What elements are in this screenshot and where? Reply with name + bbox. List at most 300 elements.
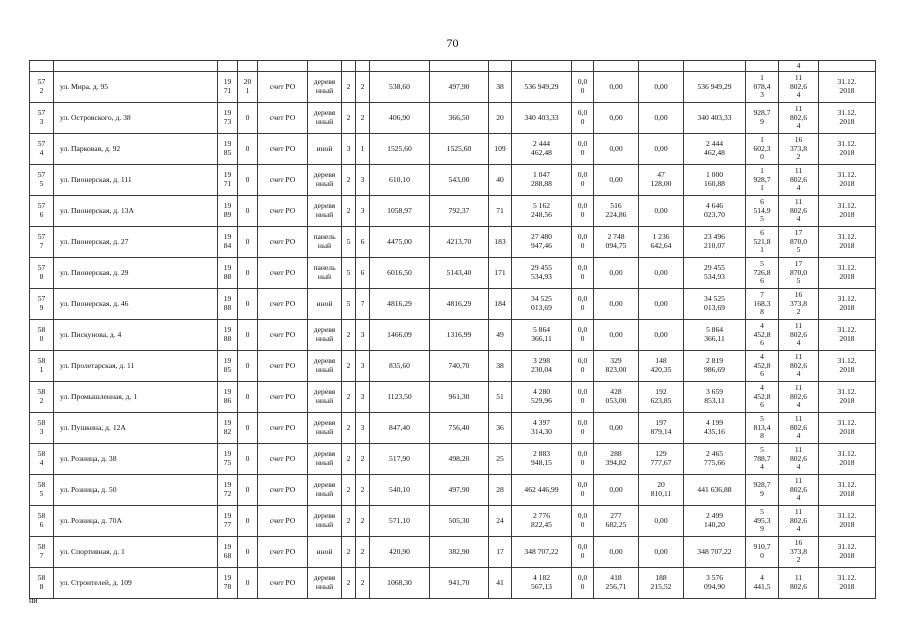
entrances-cell: 2: [356, 537, 370, 568]
year-built-cell: 19 85: [218, 351, 238, 382]
entrances-cell: 1: [356, 134, 370, 165]
cost-owners-cell: 5 864 366,11: [684, 320, 746, 351]
fund-type-cell: счет РО: [258, 568, 308, 599]
fund-type-cell: счет РО: [258, 444, 308, 475]
floors-cell: 5: [342, 227, 356, 258]
cost-fund-cell: 0,0 0: [572, 351, 594, 382]
cost-owners-cell: 3 576 094,90: [684, 568, 746, 599]
total-area-cell: 1466,09: [370, 320, 430, 351]
unit-cost-cell: 928,7 9: [746, 103, 779, 134]
floors-cell: 2: [342, 103, 356, 134]
deadline-cell: 31.12. 2018: [819, 165, 876, 196]
fund-type-cell: счет РО: [258, 103, 308, 134]
year-overhaul-cell: 0: [238, 413, 258, 444]
year-overhaul-cell: 0: [238, 103, 258, 134]
fund-type-cell: счет РО: [258, 289, 308, 320]
entrances-cell: 3: [356, 165, 370, 196]
total-area-cell: 1058,97: [370, 196, 430, 227]
year-built-cell: 19 84: [218, 227, 238, 258]
unit-cost-cell: 4 441,5: [746, 568, 779, 599]
address-cell: ул. Пионерская, д. 27: [54, 227, 218, 258]
cost-fund-cell: 0,0 0: [572, 227, 594, 258]
address-cell: ул. Розница, д. 38: [54, 444, 218, 475]
floors-cell: 2: [342, 320, 356, 351]
wall-material-cell: деревя нный: [308, 196, 342, 227]
fund-type-cell: счет РО: [258, 413, 308, 444]
wall-material-cell: деревя нный: [308, 351, 342, 382]
cost-owners-cell: 348 707,22: [684, 537, 746, 568]
total-cost-cell: 2 883 948,15: [512, 444, 572, 475]
residential-area-cell: 792,37: [430, 196, 489, 227]
residential-area-cell: 498,20: [430, 444, 489, 475]
address-cell: ул. Островского, д. 38: [54, 103, 218, 134]
year-built-cell: 19 71: [218, 72, 238, 103]
total-cost-cell: 348 707,22: [512, 537, 572, 568]
entrances-cell: 2: [356, 444, 370, 475]
cost-limit-cell: 11 802,6 4: [779, 444, 819, 475]
residents-cell: 38: [489, 351, 512, 382]
year-overhaul-cell: 0: [238, 320, 258, 351]
cost-limit-cell: 11 802,6: [779, 568, 819, 599]
year-overhaul-cell: 0: [238, 227, 258, 258]
address-cell: ул. Промышленная, д. 1: [54, 382, 218, 413]
unit-cost-cell: 6 521,8 1: [746, 227, 779, 258]
address-cell: ул. Парковая, д. 92: [54, 134, 218, 165]
residents-cell: 24: [489, 506, 512, 537]
residents-cell: 17: [489, 537, 512, 568]
floors-cell: 2: [342, 568, 356, 599]
total-cost-cell: 4 182 567,13: [512, 568, 572, 599]
residents-cell: 25: [489, 444, 512, 475]
cost-region-cell: 0,00: [594, 258, 639, 289]
total-area-cell: 610,10: [370, 165, 430, 196]
cost-owners-cell: 3 659 853,11: [684, 382, 746, 413]
row-number-cell: 57 4: [30, 134, 54, 165]
total-cost-cell: 2 776 822,45: [512, 506, 572, 537]
cost-region-cell: 2 748 094,75: [594, 227, 639, 258]
address-cell: ул. Розница, д. 50: [54, 475, 218, 506]
year-built-cell: 19 89: [218, 196, 238, 227]
cost-region-cell: 0,00: [594, 289, 639, 320]
row-number-cell: 57 7: [30, 227, 54, 258]
year-overhaul-cell: 0: [238, 289, 258, 320]
residential-area-cell: 941,70: [430, 568, 489, 599]
row-number-cell: 58 6: [30, 506, 54, 537]
wall-material-cell: деревя нный: [308, 413, 342, 444]
cost-limit-cell: 11 802,6 4: [779, 103, 819, 134]
total-cost-cell: 2 444 462,48: [512, 134, 572, 165]
cost-limit-cell: 11 802,6 4: [779, 506, 819, 537]
year-overhaul-cell: 20 1: [238, 72, 258, 103]
cost-region-cell: 428 053,00: [594, 382, 639, 413]
year-overhaul-cell: 0: [238, 351, 258, 382]
cost-limit-cell: 11 802,6 4: [779, 351, 819, 382]
year-overhaul-cell: 0: [238, 568, 258, 599]
floors-cell: 2: [342, 196, 356, 227]
cost-region-cell: 516 224,86: [594, 196, 639, 227]
entrances-cell: 6: [356, 227, 370, 258]
wall-material-cell: деревя нный: [308, 165, 342, 196]
cost-fund-cell: 0,0 0: [572, 568, 594, 599]
total-area-cell: 1525,60: [370, 134, 430, 165]
cost-region-cell: 277 682,25: [594, 506, 639, 537]
residential-area-cell: 543,00: [430, 165, 489, 196]
total-cost-cell: 27 480 947,46: [512, 227, 572, 258]
table-row: [30, 320, 876, 351]
year-overhaul-cell: 0: [238, 196, 258, 227]
residents-cell: 184: [489, 289, 512, 320]
row-number-cell: 58 5: [30, 475, 54, 506]
row-number-cell: 58 4: [30, 444, 54, 475]
table-row: [30, 537, 876, 568]
table-row: [30, 72, 876, 103]
cost-fund-cell: 0,0 0: [572, 72, 594, 103]
cost-region-cell: 0,00: [594, 413, 639, 444]
continuation-cell: 4: [779, 61, 819, 72]
cost-region-cell: 288 394,82: [594, 444, 639, 475]
entrances-cell: 2: [356, 475, 370, 506]
fund-type-cell: счет РО: [258, 320, 308, 351]
year-built-cell: 19 72: [218, 475, 238, 506]
unit-cost-cell: 5 788,7 4: [746, 444, 779, 475]
deadline-cell: 31.12. 2018: [819, 258, 876, 289]
cost-fund-cell: 0,0 0: [572, 258, 594, 289]
residents-cell: 109: [489, 134, 512, 165]
year-built-cell: 19 78: [218, 568, 238, 599]
unit-cost-cell: 4 452,8 6: [746, 351, 779, 382]
wall-material-cell: иной: [308, 134, 342, 165]
residential-area-cell: 366,50: [430, 103, 489, 134]
cost-local-cell: 129 777,67: [639, 444, 684, 475]
cost-limit-cell: 16 373,8 2: [779, 537, 819, 568]
fund-type-cell: счет РО: [258, 351, 308, 382]
deadline-cell: 31.12. 2018: [819, 289, 876, 320]
housing-repair-table: [29, 60, 876, 599]
wall-material-cell: иной: [308, 289, 342, 320]
cost-fund-cell: 0,0 0: [572, 196, 594, 227]
residential-area-cell: 1316,99: [430, 320, 489, 351]
address-cell: ул. Пушкина, д. 12А: [54, 413, 218, 444]
cost-local-cell: 0,00: [639, 103, 684, 134]
cost-local-cell: 0,00: [639, 72, 684, 103]
deadline-cell: 31.12. 2018: [819, 227, 876, 258]
year-built-cell: 19 86: [218, 382, 238, 413]
floors-cell: 2: [342, 506, 356, 537]
total-cost-cell: 3 298 230,04: [512, 351, 572, 382]
entrances-cell: 3: [356, 413, 370, 444]
residential-area-cell: 961,30: [430, 382, 489, 413]
wall-material-cell: деревя нный: [308, 506, 342, 537]
fund-type-cell: счет РО: [258, 537, 308, 568]
cost-region-cell: 0,00: [594, 103, 639, 134]
cost-region-cell: 0,00: [594, 475, 639, 506]
cost-local-cell: 0,00: [639, 258, 684, 289]
total-area-cell: 538,60: [370, 72, 430, 103]
residential-area-cell: 505,30: [430, 506, 489, 537]
cost-fund-cell: 0,0 0: [572, 289, 594, 320]
table-row: [30, 382, 876, 413]
fund-type-cell: счет РО: [258, 134, 308, 165]
deadline-cell: 31.12. 2018: [819, 444, 876, 475]
cost-owners-cell: 441 636,88: [684, 475, 746, 506]
cost-limit-cell: 11 802,6 4: [779, 382, 819, 413]
cost-region-cell: 0,00: [594, 320, 639, 351]
cost-local-cell: 1 236 642,64: [639, 227, 684, 258]
cost-region-cell: 0,00: [594, 537, 639, 568]
row-number-cell: 58 8: [30, 568, 54, 599]
floors-cell: 2: [342, 165, 356, 196]
row-number-cell: 58 7: [30, 537, 54, 568]
residential-area-cell: 740,70: [430, 351, 489, 382]
year-built-cell: 19 88: [218, 320, 238, 351]
year-built-cell: 19 88: [218, 258, 238, 289]
table-continuation-row: [30, 61, 876, 72]
wall-material-cell: деревя нный: [308, 475, 342, 506]
cost-region-cell: 0,00: [594, 134, 639, 165]
unit-cost-cell: 7 168,3 8: [746, 289, 779, 320]
cost-local-cell: 0,00: [639, 537, 684, 568]
residents-cell: 40: [489, 165, 512, 196]
total-area-cell: 1068,30: [370, 568, 430, 599]
year-overhaul-cell: 0: [238, 382, 258, 413]
unit-cost-cell: 5 726,8 6: [746, 258, 779, 289]
deadline-cell: 31.12. 2018: [819, 72, 876, 103]
table-row: [30, 475, 876, 506]
table-row: [30, 258, 876, 289]
cost-owners-cell: 2 465 775,66: [684, 444, 746, 475]
deadline-cell: 31.12. 2018: [819, 537, 876, 568]
row-number-cell: 58 3: [30, 413, 54, 444]
cost-fund-cell: 0,0 0: [572, 320, 594, 351]
address-cell: ул. Пионерская, д. 111: [54, 165, 218, 196]
cost-limit-cell: 16 373,8 2: [779, 134, 819, 165]
unit-cost-cell: 4 452,8 6: [746, 382, 779, 413]
residents-cell: 36: [489, 413, 512, 444]
table-row: [30, 506, 876, 537]
deadline-cell: 31.12. 2018: [819, 506, 876, 537]
cost-owners-cell: 4 646 023,70: [684, 196, 746, 227]
cost-fund-cell: 0,0 0: [572, 444, 594, 475]
entrances-cell: 3: [356, 382, 370, 413]
table-row: [30, 103, 876, 134]
cost-local-cell: 0,00: [639, 320, 684, 351]
table-row: [30, 165, 876, 196]
total-cost-cell: 462 446,99: [512, 475, 572, 506]
floors-cell: 5: [342, 289, 356, 320]
unit-cost-cell: 6 514,9 5: [746, 196, 779, 227]
cost-local-cell: 47 128,00: [639, 165, 684, 196]
table-row: [30, 134, 876, 165]
cost-local-cell: 197 879,14: [639, 413, 684, 444]
address-cell: ул. Пионерская, д. 46: [54, 289, 218, 320]
total-cost-cell: 4 280 529,96: [512, 382, 572, 413]
residents-cell: 38: [489, 72, 512, 103]
total-area-cell: 540,10: [370, 475, 430, 506]
total-cost-cell: 29 455 534,93: [512, 258, 572, 289]
cost-fund-cell: 0,0 0: [572, 475, 594, 506]
cost-owners-cell: 536 949,29: [684, 72, 746, 103]
wall-material-cell: деревя нный: [308, 444, 342, 475]
cost-owners-cell: 4 199 435,16: [684, 413, 746, 444]
entrances-cell: 7: [356, 289, 370, 320]
unit-cost-cell: 1 078,4 3: [746, 72, 779, 103]
residents-cell: 41: [489, 568, 512, 599]
deadline-cell: 31.12. 2018: [819, 568, 876, 599]
wall-material-cell: деревя нный: [308, 72, 342, 103]
cost-region-cell: 0,00: [594, 165, 639, 196]
fund-type-cell: счет РО: [258, 258, 308, 289]
total-area-cell: 571,10: [370, 506, 430, 537]
entrances-cell: 3: [356, 320, 370, 351]
address-cell: ул. Пионерская, д. 29: [54, 258, 218, 289]
cost-owners-cell: 2 819 986,69: [684, 351, 746, 382]
residential-area-cell: 382,90: [430, 537, 489, 568]
floors-cell: 3: [342, 134, 356, 165]
cost-owners-cell: 29 455 534,93: [684, 258, 746, 289]
entrances-cell: 2: [356, 506, 370, 537]
entrances-cell: 2: [356, 103, 370, 134]
residents-cell: 51: [489, 382, 512, 413]
address-cell: ул. Розница, д. 70А: [54, 506, 218, 537]
residential-area-cell: 4213,70: [430, 227, 489, 258]
year-built-cell: 19 88: [218, 289, 238, 320]
row-number-cell: 57 6: [30, 196, 54, 227]
entrances-cell: 3: [356, 351, 370, 382]
year-built-cell: 19 77: [218, 506, 238, 537]
row-number-cell: 57 9: [30, 289, 54, 320]
floors-cell: 2: [342, 444, 356, 475]
table-row: [30, 196, 876, 227]
unit-cost-cell: 910,7 0: [746, 537, 779, 568]
floors-cell: 5: [342, 258, 356, 289]
cost-fund-cell: 0,0 0: [572, 103, 594, 134]
year-overhaul-cell: 0: [238, 444, 258, 475]
cost-limit-cell: 16 373,8 2: [779, 289, 819, 320]
wall-material-cell: иной: [308, 537, 342, 568]
residential-area-cell: 497,90: [430, 72, 489, 103]
table-row: [30, 568, 876, 599]
entrances-cell: 3: [356, 196, 370, 227]
housing-table-container: [29, 60, 875, 599]
total-area-cell: 4475,00: [370, 227, 430, 258]
wall-material-cell: деревя нный: [308, 320, 342, 351]
residents-cell: 49: [489, 320, 512, 351]
residential-area-cell: 5143,40: [430, 258, 489, 289]
total-cost-cell: 4 397 314,30: [512, 413, 572, 444]
fund-type-cell: счет РО: [258, 165, 308, 196]
year-built-cell: 19 73: [218, 103, 238, 134]
wall-material-cell: деревя нный: [308, 103, 342, 134]
row-number-cell: 57 2: [30, 72, 54, 103]
floors-cell: 2: [342, 382, 356, 413]
cost-limit-cell: 17 870,0 5: [779, 258, 819, 289]
total-cost-cell: 1 047 288,88: [512, 165, 572, 196]
total-cost-cell: 536 949,29: [512, 72, 572, 103]
total-area-cell: 420,90: [370, 537, 430, 568]
year-overhaul-cell: 0: [238, 165, 258, 196]
row-number-cell: 58 0: [30, 320, 54, 351]
deadline-cell: 31.12. 2018: [819, 413, 876, 444]
cost-owners-cell: 2 444 462,48: [684, 134, 746, 165]
cost-fund-cell: 0,0 0: [572, 413, 594, 444]
residential-area-cell: 497,90: [430, 475, 489, 506]
unit-cost-cell: 928,7 9: [746, 475, 779, 506]
fund-type-cell: счет РО: [258, 506, 308, 537]
cost-owners-cell: 2 499 140,20: [684, 506, 746, 537]
total-area-cell: 406,90: [370, 103, 430, 134]
fund-type-cell: счет РО: [258, 72, 308, 103]
cost-local-cell: 0,00: [639, 289, 684, 320]
fund-type-cell: счет РО: [258, 382, 308, 413]
table-row: [30, 289, 876, 320]
wall-material-cell: панель ный: [308, 227, 342, 258]
unit-cost-cell: 4 452,8 6: [746, 320, 779, 351]
deadline-cell: 31.12. 2018: [819, 320, 876, 351]
cost-local-cell: 0,00: [639, 196, 684, 227]
table-row: [30, 413, 876, 444]
floors-cell: 2: [342, 351, 356, 382]
entrances-cell: 6: [356, 258, 370, 289]
unit-cost-cell: 5 495,3 9: [746, 506, 779, 537]
table-row: [30, 351, 876, 382]
wall-material-cell: деревя нный: [308, 568, 342, 599]
residents-cell: 171: [489, 258, 512, 289]
row-number-cell: 58 2: [30, 382, 54, 413]
deadline-cell: 31.12. 2018: [819, 196, 876, 227]
residential-area-cell: 4816,29: [430, 289, 489, 320]
row-number-cell: 57 3: [30, 103, 54, 134]
total-area-cell: 1123,50: [370, 382, 430, 413]
unit-cost-cell: 1 928,7 1: [746, 165, 779, 196]
floors-cell: 2: [342, 413, 356, 444]
total-area-cell: 835,60: [370, 351, 430, 382]
cost-owners-cell: 34 525 013,69: [684, 289, 746, 320]
table-row: [30, 227, 876, 258]
total-cost-cell: 34 525 013,69: [512, 289, 572, 320]
cost-limit-cell: 11 802,6 4: [779, 475, 819, 506]
cost-fund-cell: 0,0 0: [572, 134, 594, 165]
cost-region-cell: 418 256,71: [594, 568, 639, 599]
cost-local-cell: 0,00: [639, 134, 684, 165]
floors-cell: 2: [342, 537, 356, 568]
residential-area-cell: 756,40: [430, 413, 489, 444]
address-cell: ул. Мира, д. 95: [54, 72, 218, 103]
deadline-cell: 31.12. 2018: [819, 475, 876, 506]
fund-type-cell: счет РО: [258, 196, 308, 227]
cost-local-cell: 0,00: [639, 506, 684, 537]
cost-fund-cell: 0,0 0: [572, 537, 594, 568]
total-area-cell: 4816,29: [370, 289, 430, 320]
page-number: 70: [446, 36, 459, 50]
year-overhaul-cell: 0: [238, 475, 258, 506]
floors-cell: 2: [342, 72, 356, 103]
year-overhaul-cell: 0: [238, 506, 258, 537]
deadline-cell: 31.12. 2018: [819, 134, 876, 165]
residents-cell: 71: [489, 196, 512, 227]
cost-limit-cell: 11 802,6 4: [779, 196, 819, 227]
year-overhaul-cell: 0: [238, 258, 258, 289]
cost-limit-cell: 11 802,6 4: [779, 413, 819, 444]
address-cell: ул. Спортивная, д. 1: [54, 537, 218, 568]
year-overhaul-cell: 0: [238, 537, 258, 568]
deadline-cell: 31.12. 2018: [819, 382, 876, 413]
wall-material-cell: панель ный: [308, 258, 342, 289]
cost-limit-cell: 11 802,6 4: [779, 165, 819, 196]
deadline-cell: 31.12. 2018: [819, 351, 876, 382]
cost-limit-cell: 11 802,6 4: [779, 320, 819, 351]
cost-fund-cell: 0,0 0: [572, 165, 594, 196]
wall-material-cell: деревя нный: [308, 382, 342, 413]
